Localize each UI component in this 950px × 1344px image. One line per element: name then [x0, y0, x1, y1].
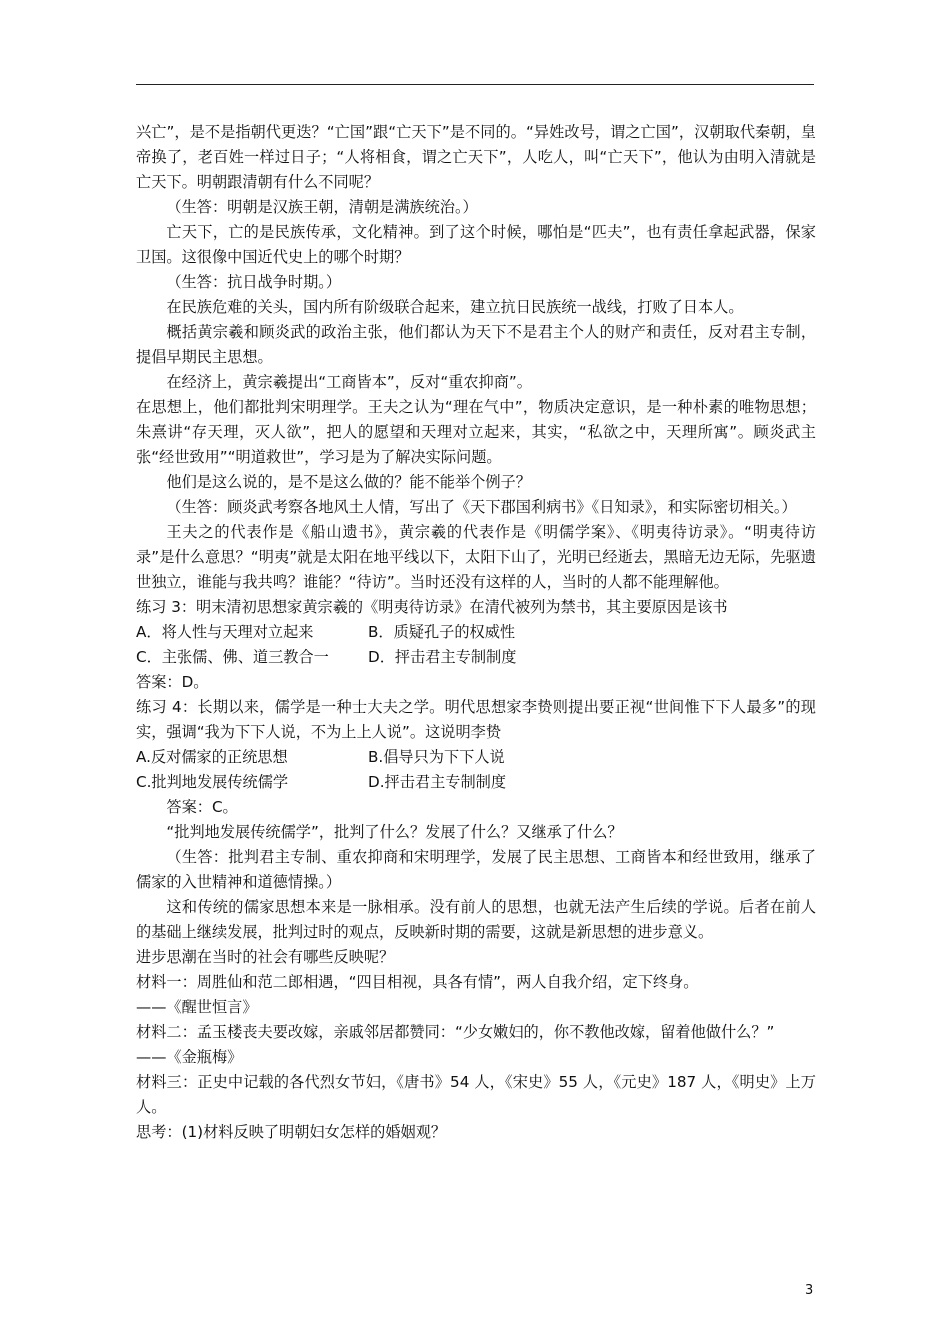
option-a: A．将人性与天理对立起来: [136, 623, 314, 641]
paragraph: 在经济上，黄宗羲提出“工商皆本”，反对“重农抑商”。: [166, 373, 532, 391]
exercise-3-options-row-1: [136, 620, 816, 645]
paragraph: 这和传统的儒家思想本来是一脉相承。没有前人的思想，也就无法产生后续的学说。后者在前人的基础上继续发展，批判过时的观点，反映新时期的需要，这就是新思想的进步意义。: [136, 898, 816, 941]
document-body: [136, 120, 816, 1145]
option-b: B.倡导只为下下人说: [368, 748, 505, 766]
material-3: 材料三：正史中记载的各代烈女节妇，《唐书》54 人，《宋史》55 人，《元史》187 人，《明史》上万人。: [136, 1073, 816, 1116]
page-number: 3: [805, 1283, 814, 1298]
student-answer: （生答：批判君主专制、重农抑商和宋明理学，发展了民主思想、工商皆本和经世致用，继承了儒家的入世精神和道德情操。）: [136, 848, 816, 891]
option-a: A.反对儒家的正统思想: [136, 748, 288, 766]
option-b: B．质疑孔子的权威性: [368, 623, 516, 641]
option-d: D.抨击君主专制制度: [368, 773, 507, 791]
exercise-4-answer: 答案：C。: [166, 798, 238, 816]
exercise-4-question: 练习 4：长期以来，儒学是一种士大夫之学。明代思想家李贽则提出要正视“世间惟下下人最多”的现实，强调“我为下下人说，不为上上人说”。这说明李贽: [136, 698, 816, 741]
exercise-3-options-row-2: [136, 645, 816, 670]
exercise-4-options-row-2: [136, 770, 816, 795]
paragraph: 兴亡”，是不是指朝代更迭？“亡国”跟“亡天下”是不同的。“异姓改号，谓之亡国”，汉朝取代秦朝，皇帝换了，老百姓一样过日子；“人将相食，谓之亡天下”，人吃人，叫“亡天下”，他认为由明入清就是亡天下。明朝跟清朝有什么不同呢？: [136, 123, 816, 191]
student-answer: （生答：顾炎武考察各地风土人情，写出了《天下郡国利病书》《日知录》，和实际密切相关。）: [166, 498, 797, 516]
material-2-source: ——《金瓶梅》: [136, 1048, 243, 1066]
paragraph: 在民族危难的关头，国内所有阶级联合起来，建立抗日民族统一战线，打败了日本人。: [166, 298, 744, 316]
student-answer: （生答：抗日战争时期。）: [166, 273, 342, 291]
material-1-source: ——《醒世恒言》: [136, 998, 258, 1016]
paragraph: 进步思潮在当时的社会有哪些反映呢？: [136, 948, 395, 966]
header-rule: [136, 84, 814, 85]
exercise-4-options-row-1: [136, 745, 816, 770]
paragraph: “批判地发展传统儒学”，批判了什么？发展了什么？又继承了什么？: [166, 823, 623, 841]
option-c: C．主张儒、佛、道三教合一: [136, 648, 329, 666]
material-1: 材料一：周胜仙和范二郎相遇，“四目相视，具各有情”，两人自我介绍，定下终身。: [136, 973, 699, 991]
paragraph: 王夫之的代表作是《船山遗书》，黄宗羲的代表作是《明儒学案》、《明夷待访录》。“明夷待访录”是什么意思？“明夷”就是太阳在地平线以下，太阳下山了，光明已经逝去，黑暗无边无际，先驱遗世独立，谁能与我共鸣？谁能？“待访”。当时还没有这样的人，当时的人都不能理解他。: [136, 523, 816, 591]
paragraph: 亡天下，亡的是民族传承，文化精神。到了这个时候，哪怕是“匹夫”，也有责任拿起武器，保家卫国。这很像中国近代史上的哪个时期？: [136, 223, 816, 266]
think-question: 思考：(1)材料反映了明朝妇女怎样的婚姻观？: [136, 1123, 447, 1141]
paragraph: 在思想上，他们都批判宋明理学。王夫之认为“理在气中”，物质决定意识，是一种朴素的唯物思想；朱熹讲“存天理，灭人欲”，把人的愿望和天理对立起来，其实，“私欲之中，天理所寓”。顾炎武主张“经世致用”“明道救世”，学习是为了解决实际问题。: [136, 398, 816, 466]
student-answer: （生答：明朝是汉族王朝，清朝是满族统治。）: [166, 198, 478, 216]
exercise-3-answer: 答案：D。: [136, 673, 209, 691]
paragraph: 他们是这么说的，是不是这么做的？能不能举个例子？: [166, 473, 531, 491]
material-2: 材料二：孟玉楼丧夫要改嫁，亲戚邻居都赞同：“少女嫩妇的，你不教他改嫁，留着他做什么？”: [136, 1023, 775, 1041]
option-d: D．抨击君主专制制度: [368, 648, 517, 666]
exercise-3-question: 练习 3：明末清初思想家黄宗羲的《明夷待访录》在清代被列为禁书，其主要原因是该书: [136, 598, 728, 616]
option-c: C.批判地发展传统儒学: [136, 773, 289, 791]
paragraph: 概括黄宗羲和顾炎武的政治主张，他们都认为天下不是君主个人的财产和责任，反对君主专制，提倡早期民主思想。: [136, 323, 816, 366]
